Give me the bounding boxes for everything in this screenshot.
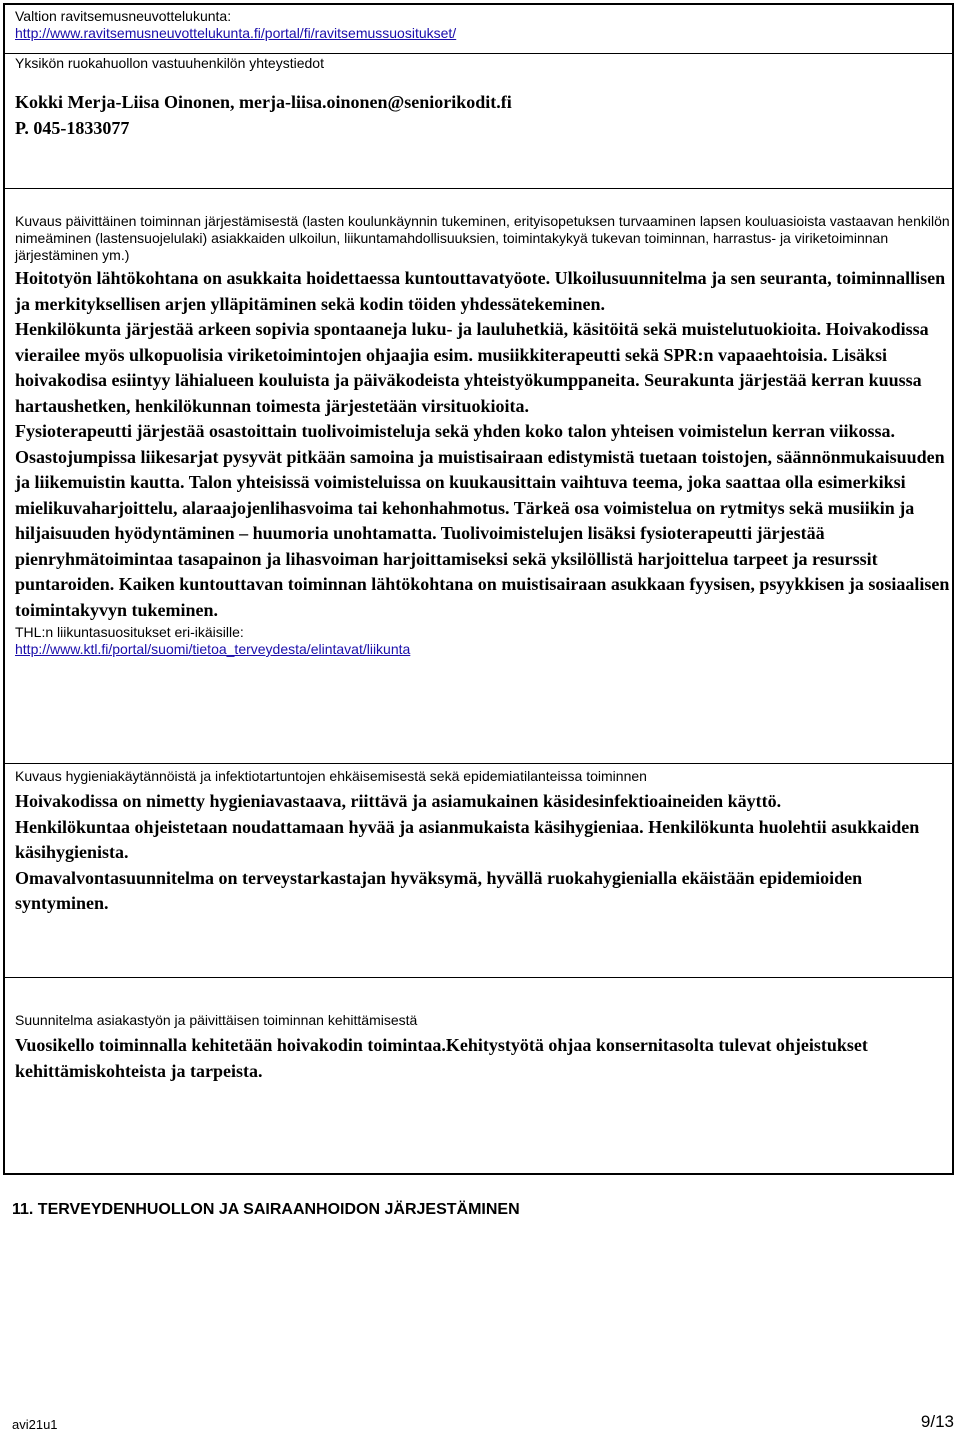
source-label: Valtion ravitsemusneuvottelukunta: [15,8,232,24]
source-row [5,5,952,54]
hygiene-paragraph-2: Henkilökuntaa ohjeistetaan noudattamaan hyvää ja asianmukaista käsihygieniaa. Henkilökunta huolehtii asukkaiden käsihygienista. [15,816,920,862]
contact-name-email: Kokki Merja-Liisa Oinonen, merja-liisa.oinonen@seniorikodit.fi [15,92,512,112]
hygiene-row [5,764,952,978]
contact-phone: P. 045-1833077 [15,117,130,138]
section-heading: 11. TERVEYDENHUOLLON JA SAIRAANHOIDON JÄRJESTÄMINEN [12,1201,520,1218]
hygiene-paragraph-1: Hoivakodissa on nimetty hygieniavastaava, riittävä ja asiamukainen käsidesinfektioaineiden käyttö. [15,791,782,811]
plan-label: Suunnitelma asiakastyön ja päivittäisen toiminnan kehittämisestä [15,1012,418,1028]
footer-page-number: 9/13 [920,1412,954,1431]
thl-label: THL:n liikuntasuositukset eri-ikäisille: [15,624,244,640]
form-frame [3,3,954,1175]
thl-link[interactable]: http://www.ktl.fi/portal/suomi/tietoa_terveydesta/elintavat/liikunta [15,641,411,657]
plan-row [5,978,952,1084]
activity-paragraph-2: Henkilökunta järjestää arkeen sopivia spontaaneja luku- ja lauluhetkiä, käsitöitä sekä muistelutuokioita. Hoivakodissa vierailee myös ulkopuolisia viriketoimintojen ohjaajia esim. musiikkiterapeutti sekä SPR:n vapaaehtoisia. Lisäksi hoivakodisa esiintyy lähialueen kouluista ja päiväkodeista yhteistyökumppaneita. Seurakunta järjestää kerran kuussa hartaushetken, henkilökunnan toimesta järjestetään virsituokioita. [15,319,929,416]
activity-row [5,189,952,764]
plan-text: Vuosikello toiminnalla kehitetään hoivakodin toimintaa.Kehitystyötä ohjaa konsernitasolta tulevat ohjeistukset kehittämiskohteista ja tarpeista. [15,1035,868,1081]
activity-description: Kuvaus päivittäinen toiminnan järjestämisestä (lasten koulunkäynnin tukeminen, erityisopetuksen turvaaminen lapsen kouluasioista vastaavan henkilön nimeäminen (lastensuojelulaki) asiakkaiden ulkoilun, liikuntamahdollisuuksien, toimintakykyä tukevan toiminnan, harrastus- ja viriketoiminnan järjestäminen ym.) [15,213,950,263]
activity-paragraph-1: Hoitotyön lähtökohtana on asukkaita hoidettaessa kuntouttavatyöote. Ulkoilusuunnitelma ja sen seuranta, toiminnallisen ja merkityksellisen arjen ylläpitäminen sekä kodin töiden yhdessätekeminen. [15,268,946,314]
activity-paragraph-3: Fysioterapeutti järjestää osastoittain tuolivoimisteluja sekä yhden koko talon yhteisen voimistelun kerran viikossa. Osastojumpissa liikesarjat pysyvät pitkään samoina ja muistisairaan edistymistä tuetaan toistojen, säännönmukaisuuden ja liikemuistin kautta. Talon yhteisissä voimisteluissa on kuukausittain vaihtuva teema, joka saattaa olla esimerkiksi mielikuvaharjoittelu, alaraajojenlihasvoima tai kehonhahmotus. Tärkeä osa voimistelua on rytmitys sekä musiikin ja hiljaisuuden hyödyntäminen – huumoria unohtamatta. Tuolivoimistelujen lisäksi fysioterapeutti järjestää pienryhmätoimintaa tasapainon ja lihasvoiman harjoittamiseksi sekä yksilöllistä harjoittelua tarpeet ja resurssit puntaroiden. Kaiken kuntouttavan toiminnan lähtökohtana on muistisairaan asukkaan fyysisen, psyykkisen ja sosiaalisen toimintakyvyn tukeminen. [15,421,950,620]
hygiene-label: Kuvaus hygieniakäytännöistä ja infektiotartuntojen ehkäisemisestä sekä epidemiatilanteissa toiminnen [15,768,647,784]
source-link[interactable]: http://www.ravitsemusneuvottelukunta.fi/portal/fi/ravitsemussuositukset/ [15,25,457,41]
contact-label: Yksikön ruokahuollon vastuuhenkilön yhteystiedot [15,55,324,71]
hygiene-paragraph-3: Omavalvontasuunnitelma on terveystarkastajan hyväksymä, hyvällä ruokahygienialla ekäistään epidemioiden syntyminen. [15,867,863,913]
contact-row [5,54,952,189]
footer-doc-id: avi21u1 [12,1417,58,1432]
